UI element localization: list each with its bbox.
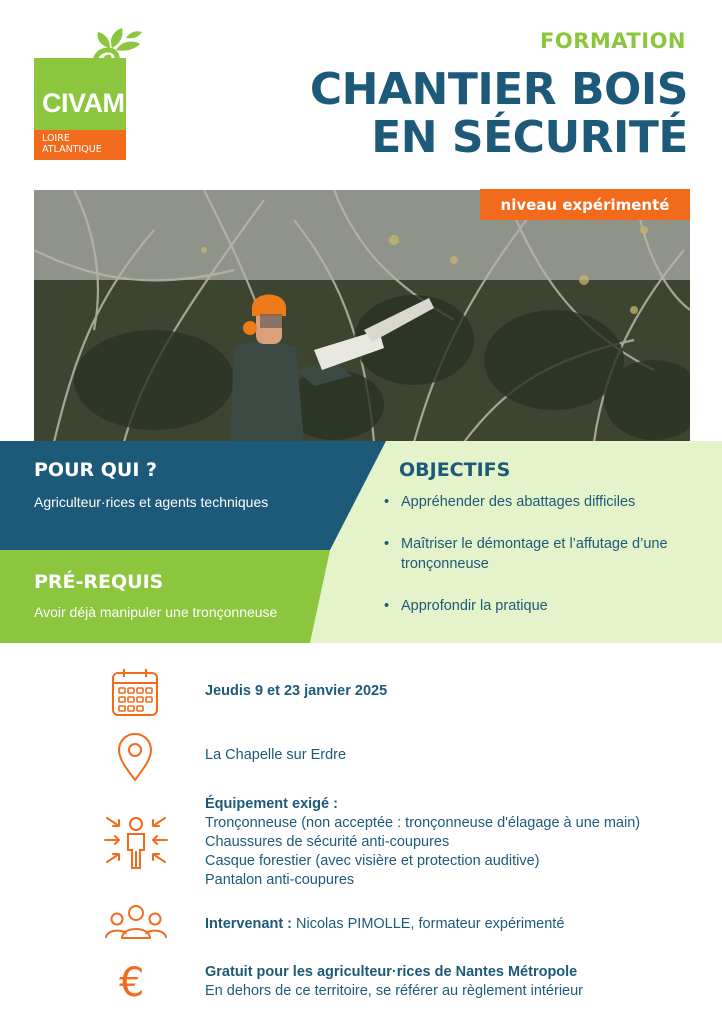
logo-name: CIVAM	[42, 88, 125, 118]
pour-qui-text: Agriculteur·rices et agents techniques	[34, 494, 269, 510]
list-item: Pantalon anti-coupures	[205, 872, 355, 888]
list-item: • Maîtriser le démontage et l’affutage d’une tronçonneuse	[383, 534, 703, 574]
list-item: Casque forestier (avec visière et protection auditive)	[205, 853, 540, 869]
chainsaw-photo	[34, 190, 690, 442]
civam-logo	[34, 26, 164, 166]
formation-kicker: FORMATION	[540, 29, 686, 53]
page-title: CHANTIER BOIS EN SÉCURITÉ	[309, 64, 688, 163]
level-badge: niveau expérimenté	[480, 189, 690, 220]
pour-qui-title: POUR QUI ?	[34, 459, 158, 481]
list-item: • Approfondir la pratique	[383, 596, 703, 616]
speaker-text: Intervenant : Nicolas PIMOLLE, formateur expérimenté	[205, 916, 565, 932]
date-text: Jeudis 9 et 23 janvier 2025	[205, 683, 388, 699]
list-item: Tronçonneuse (non acceptée : tronçonneuse d'élagage à une main)	[205, 815, 641, 831]
prerequis-text: Avoir déjà manipuler une tronçonneuse	[34, 604, 278, 620]
logo-region: LOIRE ATLANTIQUE	[42, 133, 102, 155]
location-text: La Chapelle sur Erdre	[205, 747, 347, 763]
equipment-title: Équipement exigé :	[205, 796, 338, 812]
objectifs-list	[383, 492, 703, 638]
location-pin-icon	[116, 732, 154, 782]
equipment-block	[205, 795, 640, 890]
prerequis-title: PRÉ-REQUIS	[34, 571, 164, 593]
equipment-person-icon	[103, 812, 169, 870]
euro-icon: €	[119, 960, 145, 1006]
list-item: Chaussures de sécurité anti-coupures	[205, 834, 450, 850]
objectifs-title: OBJECTIFS	[399, 459, 511, 481]
list-item: • Appréhender des abattages difficiles	[383, 492, 703, 512]
group-icon	[104, 904, 168, 940]
price-sub: En dehors de ce territoire, se référer au règlement intérieur	[205, 983, 583, 999]
price-main: Gratuit pour les agriculteur·rices de Nantes Métropole	[205, 964, 578, 980]
calendar-icon	[111, 667, 159, 717]
price-block	[205, 963, 583, 1001]
